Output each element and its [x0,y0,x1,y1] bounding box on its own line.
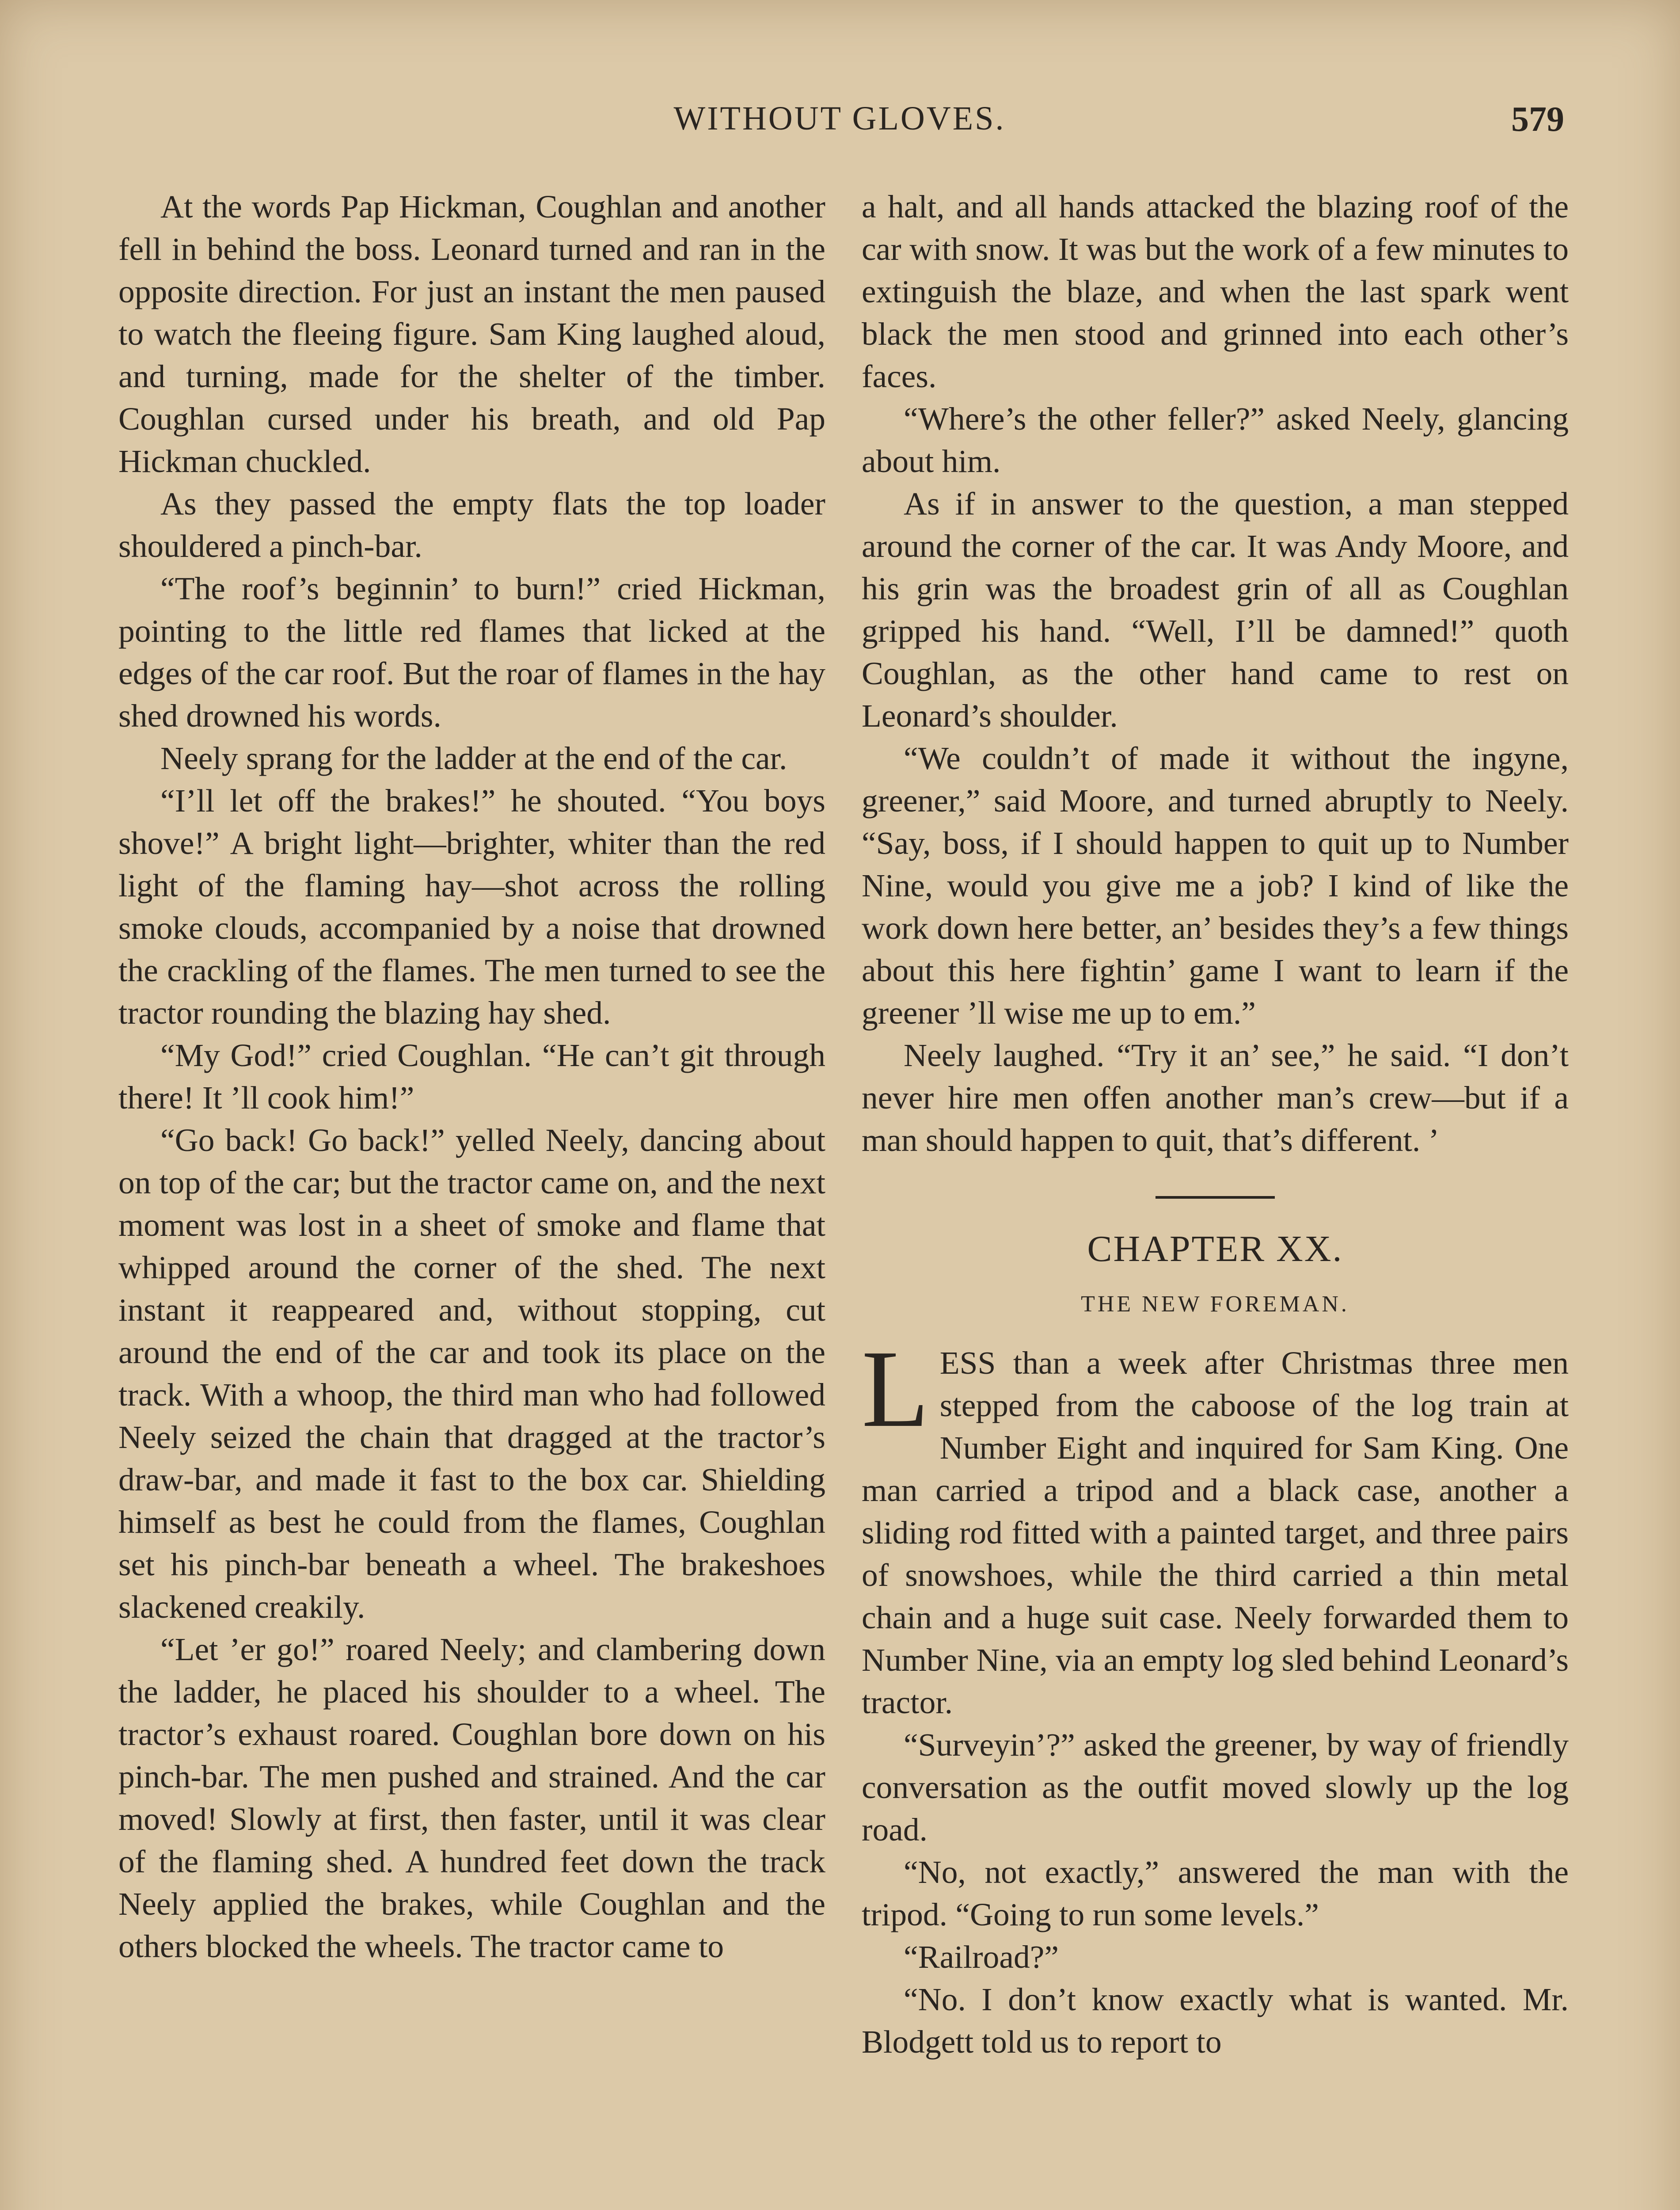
paragraph: Neely sprang for the ladder at the end of the car. [160,740,787,776]
continued-paragraph: a halt, and all hands attacked the blazing roof of the car with snow. It was but the work of a few minutes to extinguish the blaze, and when the last spark went black the men stood and grinned into each other’s faces. [862,189,1569,394]
paragraph: “Go back! Go back!” yelled Neely, dancing about on top of the car; but the tractor came on, and the next moment was lost in a sheet of smoke and flame that whipped around the corner of the shed. The next instant it reappeared and, without stopping, cut around the end of the car and took its place on the track. With a whoop, the third man who had followed Neely seized the chain that dragged at the tractor’s draw-bar, and made it fast to the box car. Shielding himself as best he could from the flames, Coughlan set his pinch-bar beneath a wheel. The brakeshoes slackened creakily. [118,1122,825,1625]
section-divider [1155,1196,1275,1199]
paragraph: “No, not exactly,” answered the man with the tripod. “Going to run some levels.” [862,1854,1569,1932]
chapter-heading: CHAPTER XX. [1087,1228,1343,1269]
chapter-subtitle: THE NEW FOREMAN. [1081,1292,1349,1317]
paragraph: “Let ’er go!” roared Neely; and clambering down the ladder, he placed his shoulder to a wheel. The tractor’s exhaust roared. Coughlan bore down on his pinch-bar. The men pushed and strained. And the car moved! Slowly at first, then faster, until it was clear of the flaming shed. A hundred feet down the track Neely applied the brakes, while Coughlan and the others blocked the wheels. The tractor came to [118,1631,825,1964]
paragraph: At the words Pap Hickman, Coughlan and another fell in behind the boss. Leonard turned and ran in the opposite direction. For just an instant the men paused to watch the fleeing figure. Sam King laughed aloud, and turning, made for the shelter of the timber. Coughlan cursed under his breath, and old Pap Hickman chuckled. [118,189,825,479]
paragraph: “I’ll let off the brakes!” he shouted. “You boys shove!” A bright light—brighter, whiter than the red light of the flaming hay—shot across the rolling smoke clouds, accompanied by a noise that drowned the crackling of the flames. The men turned to see the tractor rounding the blazing hay shed. [118,783,825,1031]
paragraph: “Where’s the other feller?” asked Neely, glancing about him. [862,401,1569,479]
paragraph: “My God!” cried Coughlan. “He can’t git through there! It ’ll cook him!” [118,1037,825,1116]
paragraph: As they passed the empty flats the top loader shouldered a pinch-bar. [118,486,825,564]
chapter-first-paragraph-text: ESS than a week after Christmas three men stepped from the caboose of the log train at Number Eight and inquired for Sam King. One man carried a tripod and a black case, another a sliding rod fitted with a painted target, and three pairs of snowshoes, while the third carried a thin metal chain and a huge suit case. Neely forwarded them to Number Nine, via an empty log sled behind Leonard’s tractor. [862,1345,1569,1720]
paragraph: “No. I don’t know exactly what is wanted. Mr. Blodgett told us to report to [862,1981,1569,2060]
running-title: WITHOUT GLOVES. [673,100,1006,137]
paragraph: “We couldn’t of made it without the ingyne, greener,” said Moore, and turned abruptly to Neely. “Say, boss, if I should happen to quit up to Number Nine, would you give me a job? I kind of like the work down here better, an’ besides they’s a few things about this here fightin’ game I want to learn if the greener ’ll wise me up to em.” [862,740,1569,1031]
paragraph: “Railroad?” [904,1939,1059,1975]
paragraph: “The roof’s beginnin’ to burn!” cried Hickman, pointing to the little red flames that licked at the edges of the car roof. But the roar of flames in the hay shed drowned his words. [118,571,825,734]
page-number: 579 [1511,100,1564,139]
right-column [862,186,1569,2063]
paragraph: As if in answer to the question, a man stepped around the corner of the car. It was Andy Moore, and his grin was the broadest grin of all as Coughlan gripped his hand. “Well, I’ll be damned!” quoth Coughlan, as the other hand came to rest on Leonard’s shoulder. [862,486,1569,734]
paragraph: Neely laughed. “Try it an’ see,” he said. “I don’t never hire men offen another man’s crew—but if a man should happen to quit, that’s different. ’ [862,1037,1569,1158]
drop-cap: L [862,1328,929,1450]
paragraph: “Surveyin’?” asked the greener, by way of friendly conversation as the outfit moved slowly up the log road. [862,1727,1569,1848]
running-head [115,99,1564,152]
left-column [118,186,825,1968]
chapter-first-paragraph [862,1328,1569,1724]
